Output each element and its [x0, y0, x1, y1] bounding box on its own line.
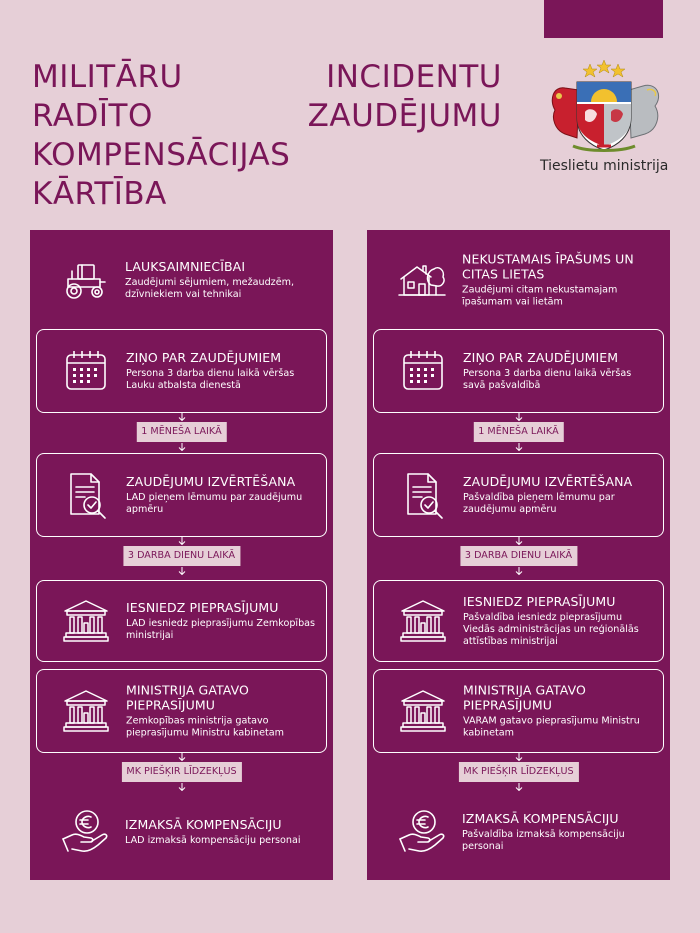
- coat-of-arms-logo: [543, 60, 665, 156]
- step-submit-request: [36, 580, 327, 662]
- arrow-down-icon: [178, 413, 186, 421]
- step-submit-request: [373, 580, 664, 662]
- title-line-1: [32, 58, 502, 97]
- document-search-icon: [61, 470, 111, 520]
- step-assessment: [373, 453, 664, 537]
- calendar-icon: [398, 346, 448, 396]
- calendar-icon: [61, 346, 111, 396]
- title-line-3: [32, 136, 502, 175]
- step-description: VARAM gatavo pieprasījumu Ministru kabinetam: [463, 715, 640, 739]
- step-payout: [373, 792, 664, 872]
- step-report-damage: [36, 329, 327, 413]
- step-heading: IZMAKSĀ KOMPENSĀCIJU: [125, 817, 282, 832]
- step-ministry-prepares: [373, 669, 664, 753]
- agriculture-column: [30, 230, 333, 880]
- step-description: LAD izmaksā kompensāciju personai: [125, 835, 301, 846]
- arrow-down-icon: [178, 537, 186, 545]
- title-word: INCIDENTU: [326, 59, 502, 95]
- euro-hand-icon: [397, 807, 447, 857]
- step-description: Persona 3 darba dienu laikā vēršas savā pašvaldībā: [463, 368, 632, 391]
- institution-icon: [398, 596, 448, 646]
- category-heading: NEKUSTAMAIS ĪPAŠUMS UN CITAS LIETAS: [462, 251, 634, 282]
- category-description: Zaudējumi sējumiem, mežaudzēm, dzīvniekiem vai tehnikai: [125, 277, 295, 300]
- title-word: MILITĀRU: [32, 59, 183, 95]
- arrow-down-icon: [515, 567, 523, 575]
- deadline-label: 1 MĒNEŠA LAIKĀ: [136, 422, 226, 442]
- institution-icon: [61, 686, 111, 736]
- category-agriculture: [36, 238, 327, 322]
- step-assessment: [36, 453, 327, 537]
- step-heading: ZIŅO PAR ZAUDĒJUMIEM: [126, 350, 282, 365]
- deadline-label: 3 DARBA DIENU LAIKĀ: [123, 546, 240, 566]
- institution-icon: [398, 686, 448, 736]
- title-line-2: [32, 97, 502, 136]
- allocation-label: MK PIEŠĶIR LĪDZEKĻUS: [458, 762, 578, 782]
- step-heading: MINISTRIJA GATAVO PIEPRASĪJUMU: [463, 682, 586, 713]
- step-heading: IESNIEDZ PIEPRASĪJUMU: [126, 600, 279, 615]
- title-word: KĀRTĪBA: [32, 176, 167, 212]
- document-search-icon: [398, 470, 448, 520]
- deadline-label: 3 DARBA DIENU LAIKĀ: [460, 546, 577, 566]
- arrow-down-icon: [178, 567, 186, 575]
- house-icon: [397, 255, 447, 305]
- step-description: Pašvaldība iesniedz pieprasījumu Viedās administrācijas un reģionālās attīstības ministrijai: [463, 612, 639, 647]
- arrow-down-icon: [515, 753, 523, 761]
- step-heading: ZAUDĒJUMU IZVĒRTĒŠANA: [463, 474, 633, 489]
- title-word: RADĪTO: [32, 98, 153, 134]
- corner-accent-bar: [544, 0, 663, 38]
- step-description: Zemkopības ministrija gatavo pieprasījumu Ministru kabinetam: [126, 715, 284, 739]
- institution-icon: [61, 596, 111, 646]
- arrow-down-icon: [515, 413, 523, 421]
- step-heading: ZIŅO PAR ZAUDĒJUMIEM: [463, 350, 619, 365]
- tractor-icon: [60, 255, 110, 305]
- step-description: LAD iesniedz pieprasījumu Zemkopības ministrijai: [126, 618, 316, 641]
- step-heading: IESNIEDZ PIEPRASĪJUMU: [463, 594, 616, 609]
- arrow-down-icon: [178, 753, 186, 761]
- arrow-down-icon: [515, 443, 523, 451]
- step-payout: [36, 792, 327, 872]
- title-word: ZAUDĒJUMU: [307, 98, 502, 134]
- step-description: LAD pieņem lēmumu par zaudējumu apmēru: [126, 492, 303, 515]
- deadline-label: 1 MĒNEŠA LAIKĀ: [473, 422, 563, 442]
- step-report-damage: [373, 329, 664, 413]
- step-heading: ZAUDĒJUMU IZVĒRTĒŠANA: [126, 474, 296, 489]
- step-ministry-prepares: [36, 669, 327, 753]
- category-heading: LAUKSAIMNIECĪBAI: [125, 259, 246, 274]
- page-title: [32, 58, 502, 214]
- title-word: KOMPENSĀCIJAS: [32, 137, 291, 173]
- euro-hand-icon: [60, 807, 110, 857]
- arrow-down-icon: [178, 443, 186, 451]
- arrow-down-icon: [178, 783, 186, 791]
- category-description: Zaudējumi citam nekustamajam īpašumam vai lietām: [462, 284, 618, 308]
- ministry-name: Tieslietu ministrija: [540, 158, 669, 174]
- real-estate-column: [367, 230, 670, 880]
- step-description: Persona 3 darba dienu laikā vēršas Lauku atbalsta dienestā: [126, 368, 295, 391]
- arrow-down-icon: [515, 783, 523, 791]
- step-description: Pašvaldība izmaksā kompensāciju personai: [462, 829, 625, 852]
- arrow-down-icon: [515, 537, 523, 545]
- title-line-4: [32, 175, 502, 214]
- step-heading: IZMAKSĀ KOMPENSĀCIJU: [462, 811, 619, 826]
- step-description: Pašvaldība pieņem lēmumu par zaudējumu apmēru: [463, 492, 615, 515]
- category-real-estate: [373, 238, 664, 322]
- step-heading: MINISTRIJA GATAVO PIEPRASĪJUMU: [126, 682, 249, 713]
- allocation-label: MK PIEŠĶIR LĪDZEKĻUS: [121, 762, 241, 782]
